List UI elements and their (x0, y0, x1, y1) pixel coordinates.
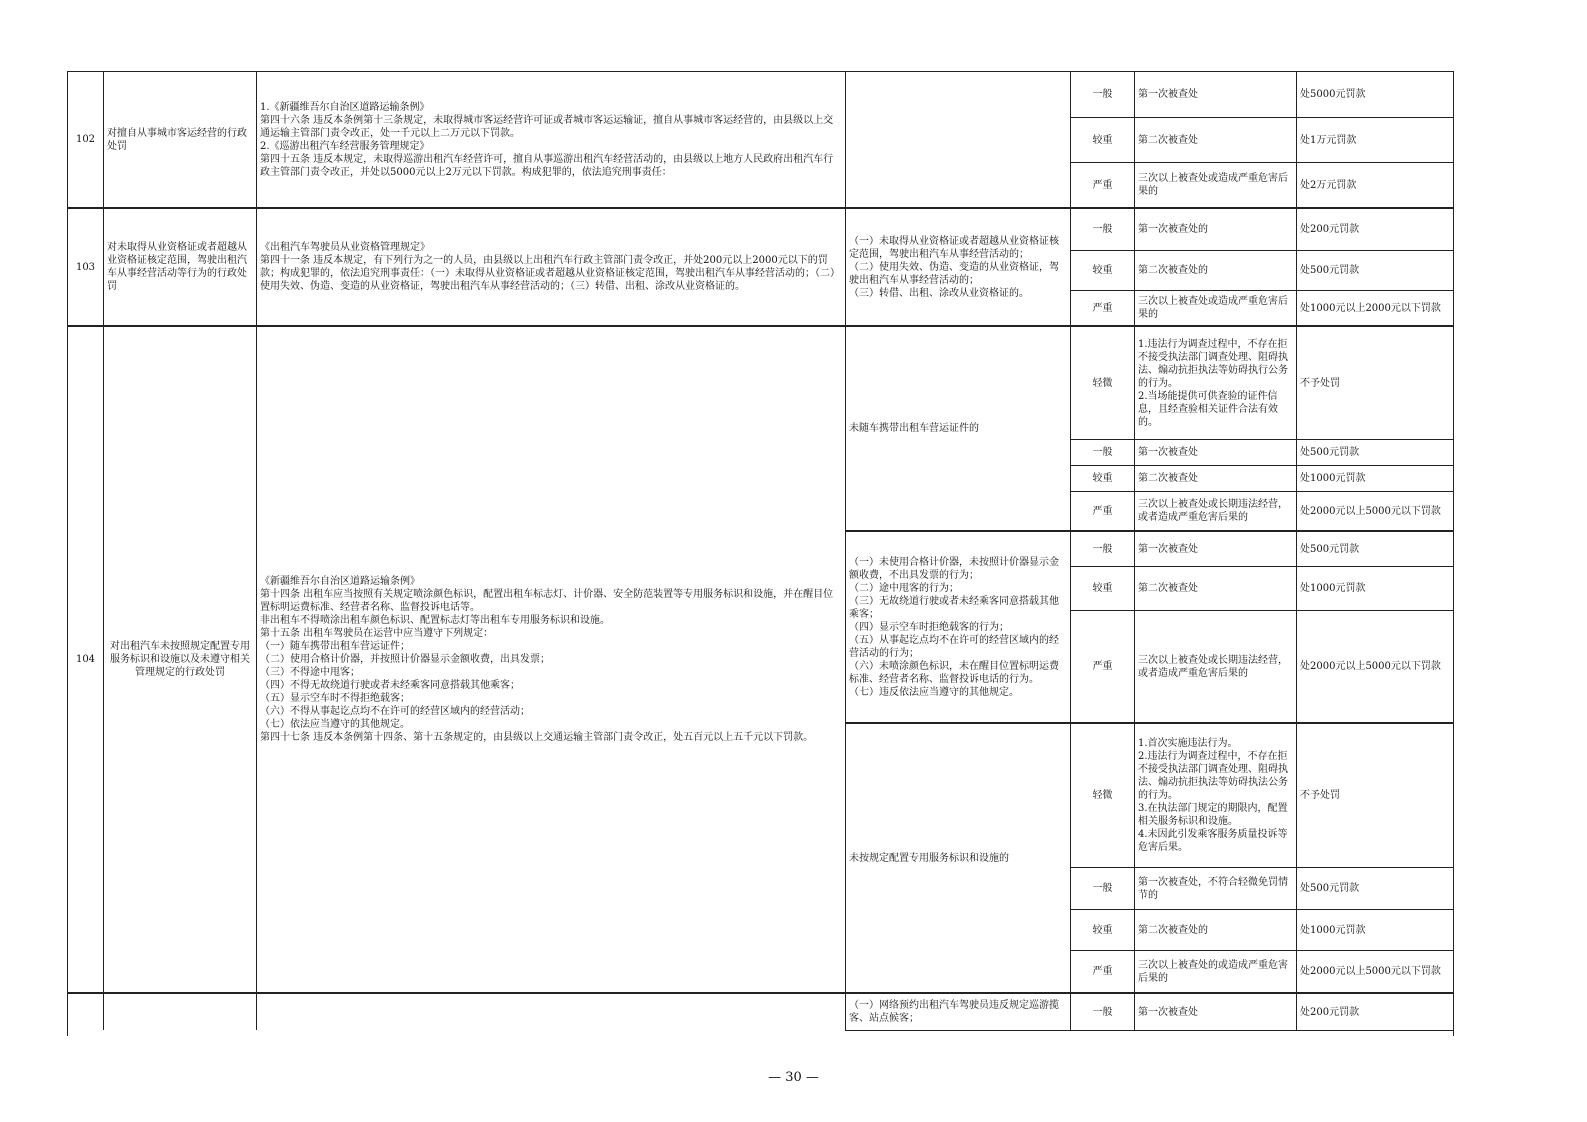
condition: 三次以上被查处或造成严重危害后果的 (1138, 296, 1288, 320)
condition: 第一次被查处 (1138, 89, 1198, 100)
level: 轻微 (1092, 377, 1113, 389)
page-number: — 30 — (768, 1070, 819, 1085)
condition: 三次以上被查处或长期违法经营，或者造成严重危害后果的 (1138, 654, 1288, 679)
penalty: 处1000元以上2000元以下罚款 (1300, 302, 1441, 314)
condition: 三次以上被查处或造成严重危害后果的 (1138, 173, 1288, 197)
level: 较重 (1092, 583, 1113, 594)
condition: 1.违法行为调查过程中，不存在拒不接受执法部门调查处理、阻碍执法、煽动抗拒执法等妨碍执行公务的行为。 2.当场能提供可供查验的证件信息，且经查验相关证件合法有效的。 (1138, 338, 1288, 428)
table-bottom (845, 1030, 1454, 1031)
penalty: 处500元罚款 (1300, 543, 1360, 555)
condition: 第二次被查处的 (1138, 265, 1208, 276)
penalty: 处1万元罚款 (1300, 134, 1357, 146)
condition: 三次以上被查处的或造成严重危害后果的 (1138, 959, 1288, 984)
item-name: 对出租汽车未按照规定配置专用服务标识和设施以及未遵守相关管理规定的行政处罚 (110, 641, 250, 678)
penalty: 处500元罚款 (1300, 447, 1360, 458)
penalty: 处1000元罚款 (1300, 473, 1366, 484)
level: 严重 (1092, 966, 1113, 977)
row-number: 104 (75, 654, 96, 665)
level: 一般 (1092, 543, 1113, 555)
circumstance: 未按规定配置专用服务标识和设施的 (849, 852, 1009, 864)
condition: 第一次被查处的 (1138, 224, 1208, 235)
condition: 1.首次实施违法行为。 2.违法行为调查过程中，不存在拒不接受执法部门调查处理、阻碍执法、煽动抗拒执法等妨碍执法公务的行为。 3.在执法部门规定的期限内，配置相关服务标识和设施。 4.未因此引发乘客服务质量投诉等危害后果。 (1138, 738, 1288, 853)
circumstance: 未随车携带出租车营运证件的 (849, 423, 979, 434)
penalty: 处2000元以上5000元以下罚款 (1300, 661, 1441, 672)
penalty: 处2000元以上5000元以下罚款 (1300, 505, 1441, 517)
penalty: 处500元罚款 (1300, 883, 1360, 894)
level: 严重 (1092, 179, 1113, 191)
level: 严重 (1092, 661, 1113, 672)
condition: 第二次被查处 (1138, 134, 1198, 146)
penalty: 处1000元罚款 (1300, 583, 1366, 594)
level: 较重 (1092, 265, 1113, 276)
circumstance: （一）网络预约出租汽车驾驶员违反规定巡游揽客、站点候客； (849, 1000, 1059, 1024)
penalty: 不予处罚 (1300, 377, 1340, 389)
condition: 第一次被查处，不符合轻微免罚情节的 (1138, 876, 1288, 901)
level: 一般 (1092, 447, 1113, 458)
circumstance: （一）未取得从业资格证或者超越从业资格证核定范围，驾驶出租汽车从事经营活动的； （二）使用失效、伪造、变造的从业资格证，驾驶出租汽车从事经营活动的； （三）转借、出租、涂改从业资格证的。 (849, 235, 1059, 299)
legal-basis: 1.《新疆维吾尔自治区道路运输条例》 第四十六条 违反本条例第十三条规定，未取得城市客运经营许可证或者城市客运运输证，擅自从事城市客运经营的，由县级以上交通运输主管部门责令改正，处一千元以上二万元以下罚款。 2.《巡游出租汽车经营服务管理规定》 第四十五条 违反本规定，未取得巡游出租汽车经营许可，擅自从事巡游出租汽车经营活动的，由县级以上地方人民政府出租汽车行政主管部门责令改正，并处以5000元以上2万元以下罚款。构成犯罪的，依法追究刑事责任： (260, 101, 834, 178)
condition: 第一次被查处 (1138, 447, 1198, 458)
penalty: 处1000元罚款 (1300, 924, 1366, 936)
row-number: 103 (75, 261, 96, 273)
condition: 第二次被查处的 (1138, 924, 1208, 936)
level: 严重 (1092, 302, 1113, 314)
condition: 第一次被查处 (1138, 543, 1198, 555)
penalty: 处200元罚款 (1300, 1006, 1360, 1018)
legal-basis: 《新疆维吾尔自治区道路运输条例》 第十四条 出租车应当按照有关规定喷涂颜色标识，配置出租车标志灯、计价器、安全防范装置等专用服务标识和设施，并在醒目位置标明运费标准、经营者名称、监督投诉电话等。 非出租车不得喷涂出租车颜色标识、配置标志灯等出租车专用服务标识和设施。 第十五条 出租车驾驶员在运营中应当遵守下列规定： （一）随车携带出租车营运证件； （二）使用合格计价器，并按照计价器显示金额收费，出具发票； （三）不得途中甩客； （四）不得无故绕道行驶或者未经乘客同意搭载其他乘客； （五）显示空车时不得拒绝载客； （六）不得从事起讫点均不在许可的经营区域内的经营活动； （七）依法应当遵守的其他规定。 第四十七条 违反本条例第十四条、第十五条规定的，由县级以上交通运输主管部门责令改正，处五百元以上五千元以下罚款。 (260, 576, 834, 743)
item-name: 对未取得从业资格证或者超越从业资格证核定范围，驾驶出租汽车从事经营活动等行为的行政处罚 (107, 242, 247, 292)
condition: 第二次被查处 (1138, 473, 1198, 484)
penalty: 处5000元罚款 (1300, 89, 1366, 100)
level: 较重 (1092, 473, 1113, 484)
circumstance: （一）未使用合格计价器，未按照计价器显示金额收费，不出具发票的行为； （二）途中甩客的行为； （三）无故绕道行驶或者未经乘客同意搭载其他乘客； （四）显示空车时拒绝载客的行为； （五）从事起讫点均不在许可的经营区域内的经营活动的行为； （六）未喷涂颜色标识，未在醒目位置标明运费标准、经营者名称、监督投诉电话的行为。 （七）违反依法应当遵守的其他规定。 (849, 556, 1059, 698)
level: 一般 (1092, 1006, 1113, 1018)
item-name: 对擅自从事城市客运经营的行政处罚 (107, 127, 247, 152)
condition: 第一次被查处 (1138, 1006, 1198, 1018)
penalty: 处500元罚款 (1300, 265, 1360, 276)
penalty: 处200元罚款 (1300, 224, 1360, 235)
level: 一般 (1092, 883, 1113, 894)
level: 一般 (1092, 89, 1113, 100)
penalty: 处2000元以上5000元以下罚款 (1300, 966, 1441, 977)
row-number: 102 (75, 134, 96, 145)
condition: 第二次被查处 (1138, 583, 1198, 594)
penalty: 处2万元罚款 (1300, 179, 1357, 191)
penalty: 不予处罚 (1300, 790, 1340, 801)
level: 较重 (1092, 134, 1113, 146)
level: 较重 (1092, 924, 1113, 936)
condition: 三次以上被查处或长期违法经营，或者造成严重危害后果的 (1138, 499, 1288, 523)
level: 严重 (1092, 505, 1113, 517)
level: 轻微 (1092, 790, 1113, 801)
legal-basis: 《出租汽车驾驶员从业资格管理规定》 第四十一条 违反本规定，有下列行为之一的人员，由县级以上出租汽车行政主管部门责令改正，并处200元以上2000元以下的罚款；构成犯罪的，依法追究刑事责任：（一）未取得从业资格证或者超越从业资格证核定范围，驾驶出租汽车从事经营活动的；（二）使用失效、伪造、变造的从业资格证，驾驶出租汽车从事经营活动的；（三）转借、出租、涂改从业资格证的。 (260, 242, 840, 292)
level: 一般 (1092, 224, 1113, 235)
circumstance (846, 72, 1070, 207)
